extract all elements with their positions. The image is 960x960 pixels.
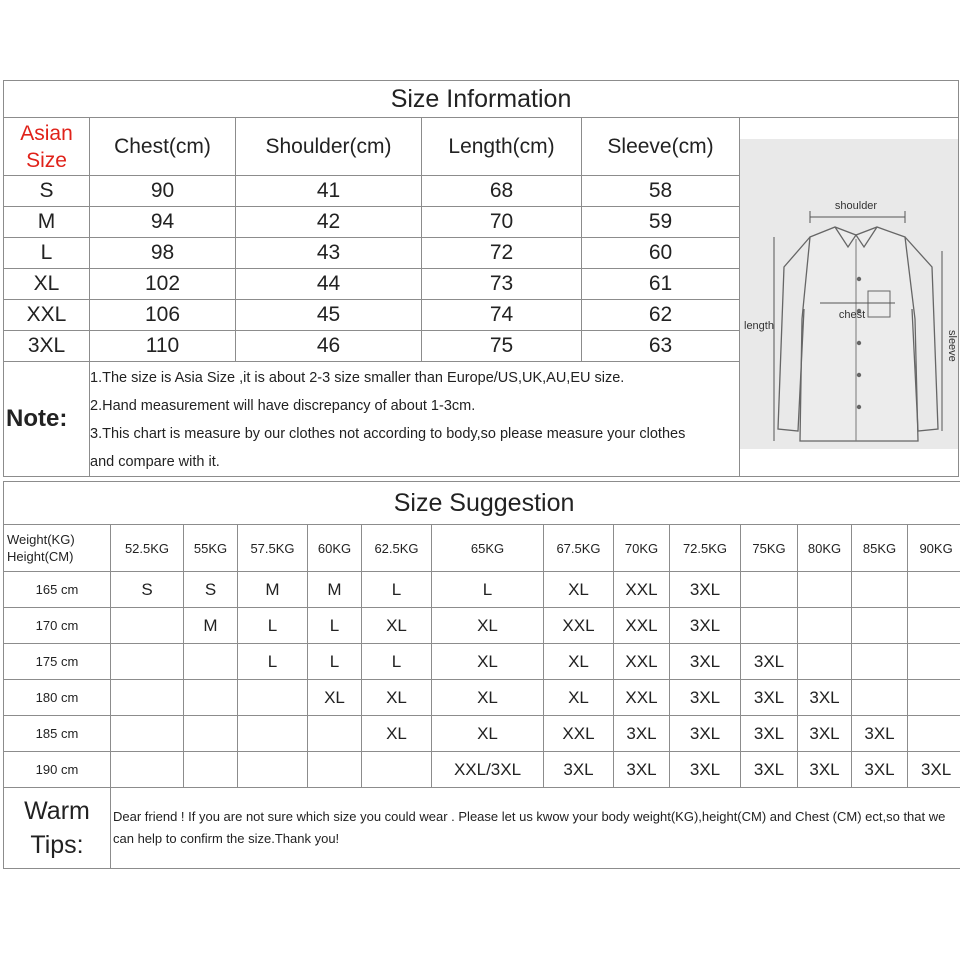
suggested-size-cell: M — [238, 572, 308, 608]
suggestion-row — [4, 572, 960, 608]
shoulder-cell: 43 — [236, 238, 422, 269]
suggested-size-cell — [908, 572, 960, 608]
suggested-size-cell — [852, 608, 908, 644]
suggested-size-cell: L — [308, 644, 362, 680]
suggested-size-cell — [908, 680, 960, 716]
warm-tips-label — [4, 788, 111, 869]
chest-cell: 94 — [90, 207, 236, 238]
suggested-size-cell — [184, 716, 238, 752]
asian-size-header — [4, 118, 90, 176]
suggested-size-cell — [184, 644, 238, 680]
length-cell: 70 — [422, 207, 582, 238]
chest-cell: 102 — [90, 269, 236, 300]
weight-header: 57.5KG — [238, 525, 308, 572]
weight-header: 62.5KG — [362, 525, 432, 572]
suggested-size-cell: 3XL — [670, 608, 741, 644]
height-cell: 180 cm — [4, 680, 111, 716]
height-cell: 190 cm — [4, 752, 111, 788]
suggested-size-cell — [741, 572, 798, 608]
suggested-size-cell: 3XL — [908, 752, 960, 788]
warm-tips-line1: Warm — [24, 797, 90, 825]
size-suggestion-table — [3, 481, 960, 869]
weight-header: 52.5KG — [111, 525, 184, 572]
shirt-diagram-icon — [740, 139, 959, 449]
length-header: Length(cm) — [422, 118, 582, 176]
weight-header: 60KG — [308, 525, 362, 572]
suggested-size-cell: XXL/3XL — [432, 752, 544, 788]
size-information-title: Size Information — [4, 81, 959, 118]
sleeve-cell: 59 — [582, 207, 740, 238]
suggested-size-cell — [238, 680, 308, 716]
shoulder-cell: 45 — [236, 300, 422, 331]
shoulder-cell: 46 — [236, 331, 422, 362]
shoulder-header: Shoulder(cm) — [236, 118, 422, 176]
note-line-2: 2.Hand measurement will have discrepancy of about 1-3cm. — [90, 398, 476, 414]
suggested-size-cell — [908, 716, 960, 752]
suggested-size-cell: 3XL — [670, 752, 741, 788]
suggested-size-cell: 3XL — [614, 716, 670, 752]
suggested-size-cell: XL — [432, 644, 544, 680]
suggested-size-cell: XL — [362, 608, 432, 644]
suggested-size-cell: XXL — [544, 608, 614, 644]
corner-height-label: Height(CM) — [7, 549, 74, 564]
weight-header: 70KG — [614, 525, 670, 572]
suggested-size-cell — [238, 752, 308, 788]
suggested-size-cell: 3XL — [798, 680, 852, 716]
warm-tips-text: Dear friend ! If you are not sure which size you could wear . Please let us kwow your body weight(KG),height(CM) and Chest (CM) ect,so that we can help to confirm the size.Thank you! — [111, 788, 960, 869]
height-cell: 185 cm — [4, 716, 111, 752]
suggested-size-cell: L — [238, 608, 308, 644]
suggested-size-cell: XL — [362, 716, 432, 752]
sleeve-cell: 62 — [582, 300, 740, 331]
suggested-size-cell — [308, 752, 362, 788]
suggested-size-cell: XL — [544, 644, 614, 680]
sleeve-label: sleeve — [946, 330, 958, 362]
suggested-size-cell — [908, 608, 960, 644]
suggested-size-cell — [184, 680, 238, 716]
suggested-size-cell — [238, 716, 308, 752]
suggested-size-cell: 3XL — [798, 716, 852, 752]
length-cell: 73 — [422, 269, 582, 300]
weight-height-corner — [4, 525, 111, 572]
suggested-size-cell: XXL — [614, 680, 670, 716]
button-4 — [857, 373, 861, 377]
size-cell: 3XL — [4, 331, 90, 362]
suggested-size-cell: L — [238, 644, 308, 680]
weight-header: 67.5KG — [544, 525, 614, 572]
sleeve-cell: 58 — [582, 176, 740, 207]
suggested-size-cell: 3XL — [614, 752, 670, 788]
suggested-size-cell: 3XL — [670, 716, 741, 752]
suggested-size-cell — [798, 572, 852, 608]
suggested-size-cell: 3XL — [741, 680, 798, 716]
height-cell: 175 cm — [4, 644, 111, 680]
suggested-size-cell: L — [362, 644, 432, 680]
suggested-size-cell — [852, 572, 908, 608]
suggested-size-cell: M — [184, 608, 238, 644]
suggested-size-cell — [741, 608, 798, 644]
length-label: length — [744, 320, 774, 332]
weight-header: 55KG — [184, 525, 238, 572]
size-cell: L — [4, 238, 90, 269]
chest-header: Chest(cm) — [90, 118, 236, 176]
button-1 — [857, 277, 861, 281]
sleeve-cell: 60 — [582, 238, 740, 269]
suggested-size-cell — [308, 716, 362, 752]
note-text — [90, 362, 740, 477]
shoulder-cell: 42 — [236, 207, 422, 238]
chest-cell: 90 — [90, 176, 236, 207]
suggested-size-cell — [362, 752, 432, 788]
suggested-size-cell — [852, 680, 908, 716]
chest-cell: 98 — [90, 238, 236, 269]
asian-size-line1: Asian — [20, 121, 73, 145]
suggested-size-cell: L — [308, 608, 362, 644]
suggested-size-cell: 3XL — [670, 572, 741, 608]
suggested-size-cell: XL — [544, 572, 614, 608]
note-line-1: 1.The size is Asia Size ,it is about 2-3 size smaller than Europe/US,UK,AU,EU size. — [90, 370, 625, 386]
suggested-size-cell: XL — [362, 680, 432, 716]
weight-header: 80KG — [798, 525, 852, 572]
suggested-size-cell: XXL — [614, 608, 670, 644]
size-suggestion-title: Size Suggestion — [4, 482, 960, 525]
size-information-table — [3, 80, 959, 477]
weight-header: 75KG — [741, 525, 798, 572]
suggested-size-cell — [111, 644, 184, 680]
shirt-diagram — [740, 118, 959, 477]
suggested-size-cell: S — [111, 572, 184, 608]
suggested-size-cell: 3XL — [852, 716, 908, 752]
suggested-size-cell: 3XL — [741, 716, 798, 752]
sleeve-cell: 63 — [582, 331, 740, 362]
suggestion-row — [4, 644, 960, 680]
asian-size-line2: Size — [26, 148, 67, 172]
suggested-size-cell — [184, 752, 238, 788]
length-cell: 75 — [422, 331, 582, 362]
length-cell: 72 — [422, 238, 582, 269]
suggested-size-cell: 3XL — [670, 680, 741, 716]
warm-tips-line2: Tips: — [30, 831, 84, 859]
suggested-size-cell: XL — [432, 716, 544, 752]
shoulder-cell: 41 — [236, 176, 422, 207]
weight-header: 90KG — [908, 525, 960, 572]
suggested-size-cell: XL — [544, 680, 614, 716]
suggestion-rows — [4, 572, 960, 788]
size-cell: XXL — [4, 300, 90, 331]
suggested-size-cell — [111, 608, 184, 644]
size-cell: XL — [4, 269, 90, 300]
suggested-size-cell: 3XL — [798, 752, 852, 788]
suggested-size-cell — [798, 644, 852, 680]
suggested-size-cell: 3XL — [544, 752, 614, 788]
button-3 — [857, 341, 861, 345]
size-cell: S — [4, 176, 90, 207]
size-cell: M — [4, 207, 90, 238]
suggested-size-cell: XL — [432, 680, 544, 716]
shoulder-label: shoulder — [834, 200, 878, 212]
note-label: Note: — [4, 362, 90, 477]
suggested-size-cell: XXL — [614, 572, 670, 608]
suggested-size-cell: XXL — [544, 716, 614, 752]
suggested-size-cell — [908, 644, 960, 680]
suggested-size-cell — [111, 752, 184, 788]
weight-header-row — [4, 525, 960, 572]
suggested-size-cell — [111, 716, 184, 752]
suggested-size-cell: L — [362, 572, 432, 608]
suggested-size-cell: 3XL — [741, 752, 798, 788]
suggestion-row — [4, 680, 960, 716]
suggested-size-cell: XL — [308, 680, 362, 716]
chest-cell: 106 — [90, 300, 236, 331]
shoulder-cell: 44 — [236, 269, 422, 300]
suggestion-row — [4, 716, 960, 752]
suggested-size-cell: 3XL — [852, 752, 908, 788]
note-line-3: 3.This chart is measure by our clothes not according to body,so please measure your clothes — [90, 426, 686, 442]
suggestion-row — [4, 608, 960, 644]
height-cell: 170 cm — [4, 608, 111, 644]
length-cell: 74 — [422, 300, 582, 331]
length-cell: 68 — [422, 176, 582, 207]
suggested-size-cell: 3XL — [741, 644, 798, 680]
height-cell: 165 cm — [4, 572, 111, 608]
sleeve-header: Sleeve(cm) — [582, 118, 740, 176]
chest-label: chest — [838, 309, 866, 321]
suggested-size-cell — [798, 608, 852, 644]
suggested-size-cell: L — [432, 572, 544, 608]
suggested-size-cell: M — [308, 572, 362, 608]
weight-header: 72.5KG — [670, 525, 741, 572]
weight-header: 65KG — [432, 525, 544, 572]
chest-cell: 110 — [90, 331, 236, 362]
suggested-size-cell: XL — [432, 608, 544, 644]
suggestion-row — [4, 752, 960, 788]
suggested-size-cell — [852, 644, 908, 680]
suggested-size-cell: XXL — [614, 644, 670, 680]
note-line-4: and compare with it. — [90, 454, 220, 470]
suggested-size-cell: 3XL — [670, 644, 741, 680]
corner-weight-label: Weight(KG) — [7, 532, 75, 547]
sleeve-cell: 61 — [582, 269, 740, 300]
suggested-size-cell — [111, 680, 184, 716]
button-5 — [857, 405, 861, 409]
suggested-size-cell: S — [184, 572, 238, 608]
weight-header: 85KG — [852, 525, 908, 572]
